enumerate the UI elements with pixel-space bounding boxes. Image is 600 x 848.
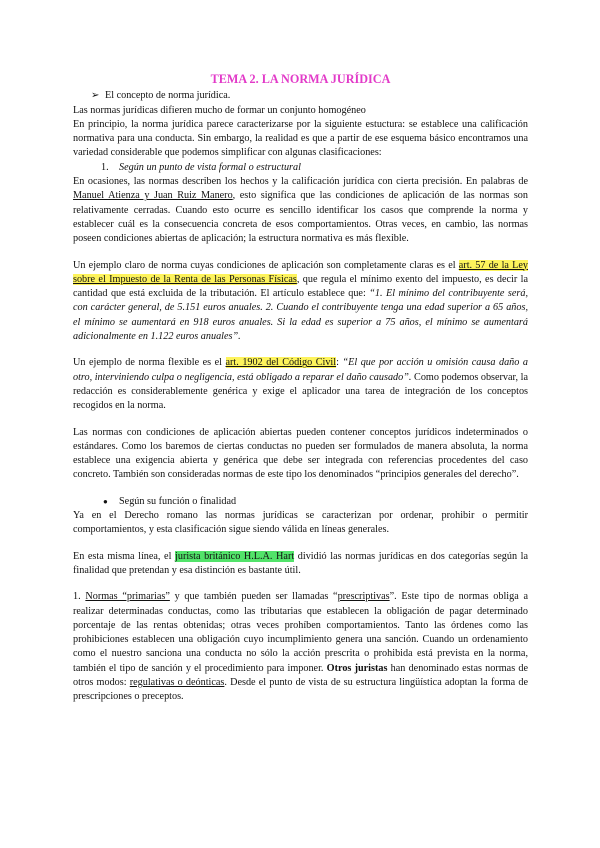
text-run: Como podemos observar, la redacción es considerablemente genérica y exige el aplicador una tarea de integración de los conceptos recogidos en la norma. xyxy=(73,371,528,412)
paragraph-4 xyxy=(73,259,528,345)
page-title: TEMA 2. LA NORMA JURÍDICA xyxy=(210,72,391,86)
highlight-hart[interactable]: jurista británico H.L.A. Hart xyxy=(175,550,295,562)
paragraph-8 xyxy=(73,550,528,579)
text-run: En ocasiones, las normas describen los hechos y la calificación jurídica con cierta precisión. En palabras de xyxy=(73,176,528,188)
highlight-art57[interactable]: art. 57 de la Ley sobre el Impuesto de la Renta de las Personas Físicas xyxy=(73,259,528,285)
text-run: En esta misma línea, el xyxy=(73,550,176,562)
authors-link[interactable]: Manuel Atienza y Juan Ruiz Manero xyxy=(73,190,233,202)
paragraph-5 xyxy=(73,356,528,413)
paragraph-2: En principio, la norma jurídica parece caracterizarse por la siguiente estuctura: se establece una calificación normativa para una conducta. Sin embargo, la realidad es que a partir de ese esquema básico encontramos una variedad considerable que podemos simplificar con algunas clasificaciones: xyxy=(73,118,528,159)
text-run: . Desde el punto de vista de su estructura lingüística adoptan la forma de prescripciones o preceptos. xyxy=(73,676,528,703)
text-run: , esto significa que las condiciones de aplicación de las normas son relativamente cerradas. Cuando esto ocurre es sencillo identificar los casos que comprende la norma y establecer cuál es la consecuencia concreta de esos comportamientos. Otras veces, en cambio, las normas poseen condiciones abiertas de aplicación; la estructura normativa es más flexible. xyxy=(73,190,528,245)
quote-art57: “1. El mínimo del contribuyente será, con carácter general, de 5.151 euros anuales. 2. Cuando el contribuyente tenga una edad superior a 65 años, el mínimo se aumentará en 918 euros anuales. Si la edad es superior a 75 años, el mínimo se aumentará adicionalmente en 1.122 euros anuales”. xyxy=(73,288,528,343)
text-run: Un ejemplo claro de norma cuyas condiciones de aplicación son completamente claras es el xyxy=(73,259,459,271)
subheading-text: Según un punto de vista formal o estructural xyxy=(119,161,301,173)
quote-art1902: “El que por acción u omisión causa daño a otro, interviniendo culpa o negligencia, está obligado a reparar el daño causado”. xyxy=(73,357,528,383)
paragraph-3 xyxy=(73,175,528,246)
dot-bullet-icon: ● xyxy=(103,496,108,506)
spacer xyxy=(73,344,528,356)
document-body xyxy=(73,72,528,705)
paragraph-6: Las normas con condiciones de aplicación abiertas pueden contener conceptos jurídicos indeterminados o estándares. Como los baremos de ciertas conductas no pueden ser formulados de manera absoluta, la norma establece una exigencia abierta y genérica que debe ser integrada con referencias procedentes del caso concreto. También son consideradas normas de este tipo los denominados “principios generales del derecho”. xyxy=(73,426,528,481)
paragraph-9 xyxy=(73,590,528,704)
paragraph-1: Las normas jurídicas difieren mucho de formar un conjunto homogéneo xyxy=(73,104,366,116)
highlight-art1902[interactable]: art. 1902 del Código Civil xyxy=(225,357,337,369)
arrow-bullet-icon: ➢ xyxy=(91,90,100,102)
term-regulativas: regulativas o deónticas xyxy=(129,676,225,688)
text-run: Un ejemplo de norma flexible es el xyxy=(73,357,226,369)
section-bullet-concept xyxy=(73,89,528,103)
text-run: dividió las normas jurídicas en dos categorías según la finalidad que pretendan y esa distinción es bastante útil. xyxy=(73,550,528,576)
bullet-text: El concepto de norma jurídica. xyxy=(105,90,231,102)
subheading-number: 1. xyxy=(101,161,109,173)
text-run: han denominado estas normas de otros modos: xyxy=(73,662,528,688)
spacer xyxy=(73,247,528,259)
spacer xyxy=(73,483,528,495)
term-primarias: Normas “primarias” xyxy=(85,591,170,603)
subheading-formal xyxy=(73,161,528,175)
text-run: : xyxy=(336,357,343,369)
bullet-text: Según su función o finalidad xyxy=(119,495,237,507)
list-number: 1. xyxy=(73,591,86,603)
bold-otros-juristas: Otros juristas xyxy=(326,662,388,674)
section-bullet-function xyxy=(73,495,528,509)
text-run: y que también pueden ser llamadas “ xyxy=(169,591,338,603)
spacer xyxy=(73,414,528,426)
text-run: , que regula el mínimo exento del impuesto, es decir la cantidad que está excluida de la tributación. El artículo establece que: xyxy=(73,273,528,300)
text-run: ”. Este tipo de normas obliga a realizar determinadas conductas, como las tributarias que establecen la obligación de pagar determinado porcentaje de las rentas obtenidas; otras veces prohíben comportamientos. Tanto las órdenes como las prohibiciones establecen una obligación cuyo incumplimiento genera una sanción. Cuando un ordenamiento como el nuestro sanciona una conducta no sólo la acción prescrita o prohibida está prevista en la norma, también el tipo de sanción y el procedimiento para imponer. xyxy=(73,591,528,674)
paragraph-7: Ya en el Derecho romano las normas jurídicas se caracterizan por ordenar, prohibir o permitir comportamientos, y esta clasificación sigue siendo válida en líneas generales. xyxy=(73,510,528,536)
spacer xyxy=(73,538,528,550)
spacer xyxy=(73,578,528,590)
term-prescriptivas: prescriptivas xyxy=(337,591,390,603)
